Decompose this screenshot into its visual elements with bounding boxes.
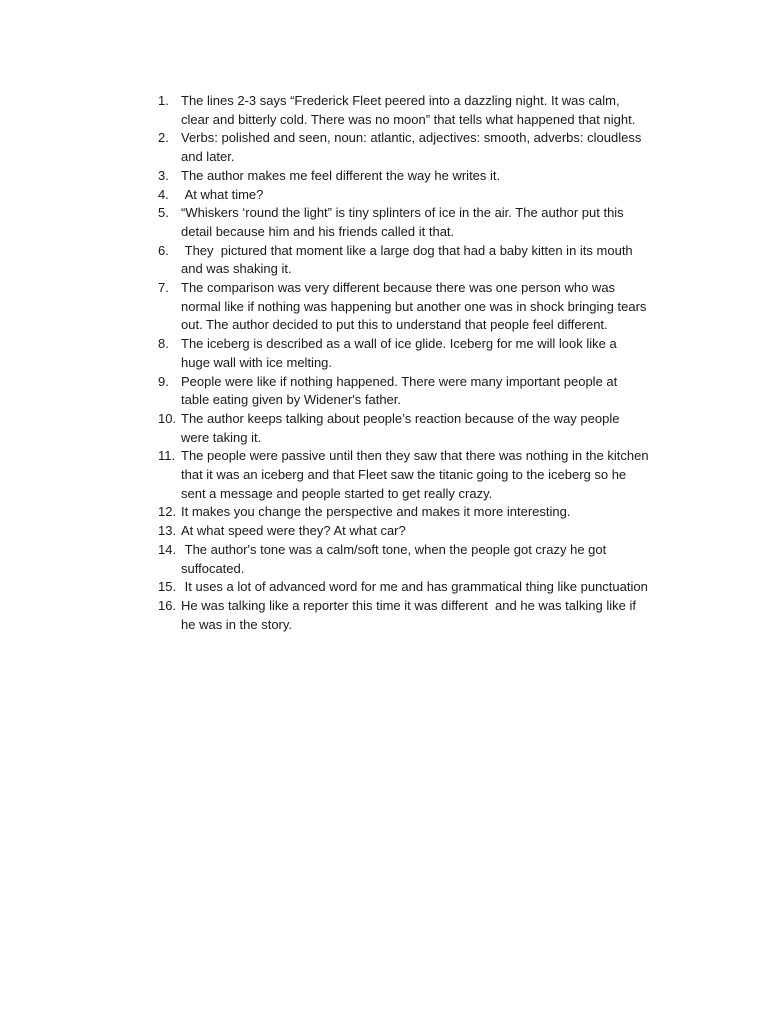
item-number: 1. bbox=[158, 93, 169, 108]
text-line: The lines 2-3 says “Frederick Fleet peered into a dazzling night. It was calm, bbox=[181, 93, 620, 108]
list-item bbox=[158, 597, 688, 634]
text-line: sent a message and people started to get really crazy. bbox=[181, 485, 493, 501]
item-text bbox=[181, 597, 688, 634]
text-line: The author makes me feel different the way he writes it. bbox=[181, 167, 501, 183]
text-line: The author keeps talking about people’s reaction because of the way people bbox=[181, 410, 620, 426]
list-item bbox=[158, 167, 688, 186]
text-line: clear and bitterly cold. There was no moon” that tells what happened that night. bbox=[181, 111, 636, 127]
list-item bbox=[158, 92, 688, 129]
text-line: It uses a lot of advanced word for me and has grammatical thing like punctuation bbox=[181, 579, 648, 595]
item-text bbox=[181, 578, 688, 597]
list-item bbox=[158, 578, 688, 597]
text-line: and later. bbox=[181, 149, 235, 165]
item-text bbox=[181, 279, 688, 335]
text-line: suffocated. bbox=[181, 560, 245, 576]
list-item bbox=[158, 204, 688, 241]
text-line: huge wall with ice melting. bbox=[181, 354, 333, 370]
list-item bbox=[158, 373, 688, 410]
list-item bbox=[158, 279, 688, 335]
item-text bbox=[181, 447, 688, 503]
text-line: At what time? bbox=[181, 186, 264, 202]
item-text bbox=[181, 204, 688, 241]
item-number: 2. bbox=[158, 130, 169, 146]
item-text bbox=[181, 522, 688, 541]
item-text bbox=[181, 335, 688, 372]
item-number: 6. bbox=[158, 242, 169, 258]
text-line: The iceberg is described as a wall of ice glide. Iceberg for me will look like a bbox=[181, 336, 617, 352]
item-text bbox=[181, 242, 688, 279]
item-number: 5. bbox=[158, 205, 169, 221]
item-number: 9. bbox=[158, 373, 169, 389]
item-number: 3. bbox=[158, 167, 169, 183]
list-item bbox=[158, 447, 688, 503]
text-line: At what speed were they? At what car? bbox=[181, 523, 406, 539]
item-text bbox=[181, 410, 688, 447]
item-number: 16. bbox=[158, 597, 177, 613]
text-line: that it was an iceberg and that Fleet saw the titanic going to the iceberg so he bbox=[181, 467, 627, 483]
item-text bbox=[181, 129, 688, 166]
item-text bbox=[181, 167, 688, 186]
list-item bbox=[158, 522, 688, 541]
answer-list bbox=[158, 92, 688, 634]
list-item bbox=[158, 129, 688, 166]
list-item bbox=[158, 335, 688, 372]
item-number: 15. bbox=[158, 579, 177, 595]
item-text bbox=[181, 373, 688, 410]
list-item bbox=[158, 186, 688, 205]
list-item bbox=[158, 541, 688, 578]
text-line: detail because him and his friends called it that. bbox=[181, 223, 455, 239]
text-line: People were like if nothing happened. There were many important people at bbox=[181, 373, 618, 389]
item-number: 8. bbox=[158, 336, 169, 352]
text-line: were taking it. bbox=[181, 429, 262, 445]
item-text bbox=[181, 92, 688, 129]
item-number: 4. bbox=[158, 186, 169, 202]
item-text bbox=[181, 503, 688, 522]
text-line: They pictured that moment like a large dog that had a baby kitten in its mouth bbox=[181, 242, 633, 258]
list-item bbox=[158, 503, 688, 522]
text-line: he was in the story. bbox=[181, 616, 293, 632]
item-number: 10. bbox=[158, 410, 177, 426]
item-number: 12. bbox=[158, 504, 177, 520]
text-line: normal like if nothing was happening but another one was in shock bringing tears bbox=[181, 298, 647, 314]
item-number: 11. bbox=[158, 448, 176, 464]
text-line: and was shaking it. bbox=[181, 261, 292, 277]
text-line: The people were passive until then they saw that there was nothing in the kitchen bbox=[181, 448, 649, 464]
list-item bbox=[158, 410, 688, 447]
text-line: It makes you change the perspective and makes it more interesting. bbox=[181, 504, 571, 520]
item-number: 14. bbox=[158, 541, 177, 557]
item-number: 13. bbox=[158, 523, 177, 539]
item-text bbox=[181, 186, 688, 205]
item-text bbox=[181, 541, 688, 578]
text-line: Verbs: polished and seen, noun: atlantic, adjectives: smooth, adverbs: cloudless bbox=[181, 130, 642, 146]
list-item bbox=[158, 242, 688, 279]
text-line: out. The author decided to put this to understand that people feel different. bbox=[181, 317, 608, 333]
item-number: 7. bbox=[158, 280, 169, 296]
text-line: table eating given by Widener's father. bbox=[181, 392, 402, 408]
text-line: The comparison was very different because there was one person who was bbox=[181, 280, 616, 296]
text-line: The author's tone was a calm/soft tone, when the people got crazy he got bbox=[181, 541, 607, 557]
text-line: He was talking like a reporter this time it was different and he was talking like if bbox=[181, 597, 636, 613]
text-line: “Whiskers ‘round the light” is tiny splinters of ice in the air. The author put this bbox=[181, 205, 624, 221]
